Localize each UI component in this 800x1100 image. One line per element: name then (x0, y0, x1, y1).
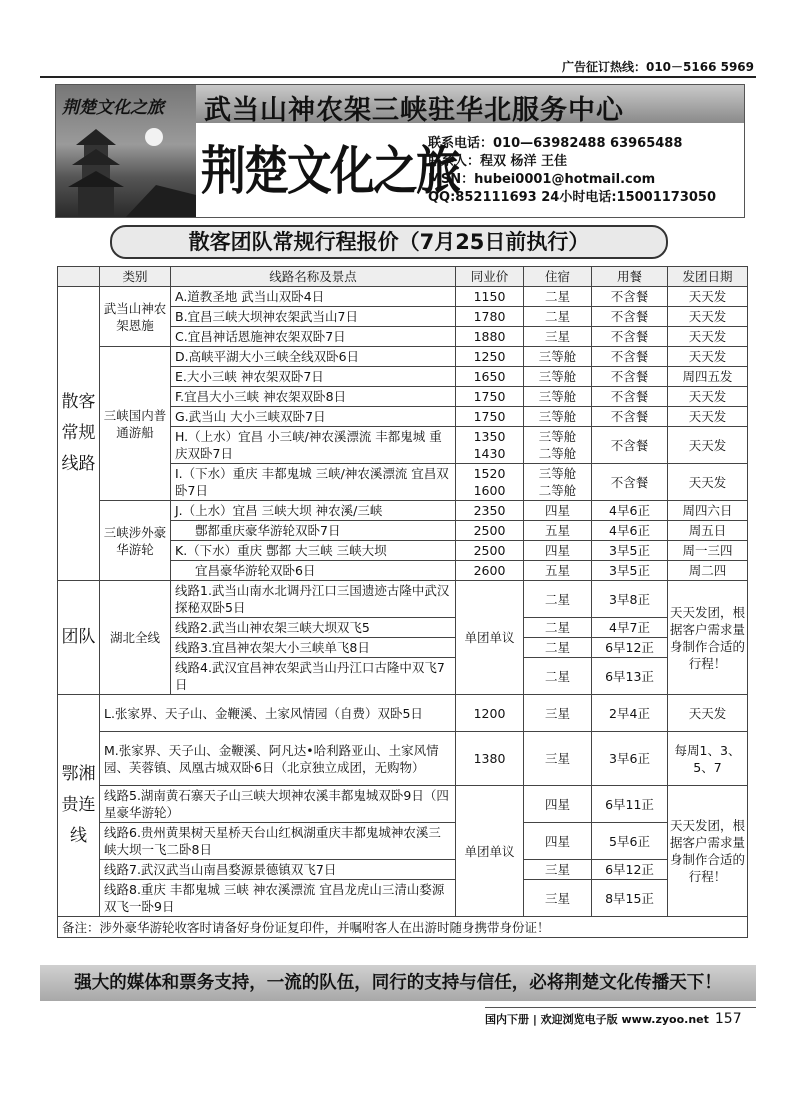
group-hubei: 湖北全线 (100, 581, 171, 695)
contact-person: 联系人：程双 杨洋 王佳 (428, 154, 568, 169)
note-row (58, 917, 748, 938)
price-value: 1600 (473, 483, 506, 498)
group-wudang: 武当山神农架恩施 (100, 287, 171, 347)
stay-cell: 三星 (524, 880, 592, 917)
top-divider (40, 76, 756, 78)
header-route: 线路名称及景点 (171, 267, 456, 287)
date-cell: 天天发 (668, 327, 748, 347)
price-cell: 1750 (456, 387, 524, 407)
date-cell: 天天发 (668, 464, 748, 501)
page-number: 157 (714, 1011, 742, 1027)
price-cell: 2600 (456, 561, 524, 581)
slogan-banner: 强大的媒体和票务支持，一流的队伍，同行的支持与信任，必将荆楚文化传播天下！ (40, 965, 756, 1001)
date-cell: 周四六日 (668, 501, 748, 521)
footer-text: 国内下册 | 欢迎浏览电子版 www.zyoo.net (485, 1013, 709, 1026)
price-value: 1430 (473, 446, 506, 461)
price-cell (456, 427, 524, 464)
stay-value: 二等舱 (538, 483, 577, 498)
photo-logo-text: 荆楚文化之旅 (62, 98, 164, 118)
date-cell: 天天发 (668, 287, 748, 307)
tuan-price-2: 单团单议 (456, 786, 524, 917)
price-cell: 1200 (456, 695, 524, 732)
table-row (58, 287, 748, 307)
meal-cell: 6早13正 (592, 658, 668, 695)
stay-value: 三等舱 (538, 466, 577, 481)
meal-cell: 不含餐 (592, 464, 668, 501)
price-cell: 1380 (456, 732, 524, 786)
stay-cell: 三星 (524, 860, 592, 880)
price-cell: 1650 (456, 367, 524, 387)
table-row (58, 880, 748, 917)
route-name: D.高峡平湖大小三峡全线双卧6日 (171, 347, 456, 367)
route-name: 线路7.武汉武当山南昌婺源景德镇双飞7日 (100, 860, 456, 880)
date-cell: 周二四 (668, 561, 748, 581)
table-row (58, 786, 748, 823)
table-row (58, 860, 748, 880)
price-cell: 2350 (456, 501, 524, 521)
price-cell: 1880 (456, 327, 524, 347)
group-sanxia-shewai: 三峡涉外豪华游轮 (100, 501, 171, 581)
route-name: 线路4.武汉宜昌神农架武当山丹江口古隆中双飞7日 (171, 658, 456, 695)
meal-cell: 不含餐 (592, 347, 668, 367)
meal-cell: 不含餐 (592, 327, 668, 347)
group-sanxia-guonei: 三峡国内普通游船 (100, 347, 171, 501)
stay-value: 二等舱 (538, 446, 577, 461)
meal-cell: 3早6正 (592, 732, 668, 786)
meal-cell: 不含餐 (592, 307, 668, 327)
price-cell (456, 464, 524, 501)
route-name: H.（上水）宜昌 小三峡/神农溪漂流 丰都鬼城 重庆双卧7日 (171, 427, 456, 464)
tuan-date-2: 天天发团，根据客户需求量身制作合适的行程！ (668, 786, 748, 917)
section-exianggui: 鄂湘贵连线 (58, 695, 100, 917)
contact-phone: 联系电话：010—63982488 63965488 (428, 136, 683, 151)
stay-cell: 三等舱 (524, 387, 592, 407)
stay-cell: 二星 (524, 658, 592, 695)
stay-cell: 三等舱 (524, 347, 592, 367)
contact-msn: MSN：hubei0001@hotmail.com (428, 172, 656, 187)
brand-logo: 荆楚文化之旅 (201, 141, 460, 202)
date-cell: 天天发 (668, 407, 748, 427)
header-blank (58, 267, 100, 287)
header-price: 同业价 (456, 267, 524, 287)
header-category: 类别 (100, 267, 171, 287)
stay-cell: 三星 (524, 695, 592, 732)
date-cell: 周四五发 (668, 367, 748, 387)
price-cell: 1780 (456, 307, 524, 327)
table-row (58, 501, 748, 521)
meal-cell: 6早12正 (592, 860, 668, 880)
stay-cell: 三等舱 (524, 407, 592, 427)
table-row (58, 823, 748, 860)
meal-cell: 3早5正 (592, 561, 668, 581)
meal-cell: 6早12正 (592, 638, 668, 658)
route-name: G.武当山 大小三峡双卧7日 (171, 407, 456, 427)
table-row (58, 695, 748, 732)
meal-cell: 4早7正 (592, 618, 668, 638)
meal-cell: 不含餐 (592, 367, 668, 387)
price-value: 1520 (473, 466, 506, 481)
tuan-date: 天天发团，根据客户需求量身制作合适的行程！ (668, 581, 748, 695)
route-name: F.宜昌大小三峡 神农架双卧8日 (171, 387, 456, 407)
tuan-price: 单团单议 (456, 581, 524, 695)
table-header-row (58, 267, 748, 287)
route-name: L.张家界、天子山、金鞭溪、土家风情园（自费）双卧5日 (100, 695, 456, 732)
contact-qq: QQ:852111693 24小时电话:15001173050 (428, 190, 717, 205)
stay-cell: 四星 (524, 786, 592, 823)
route-name: A.道教圣地 武当山双卧4日 (171, 287, 456, 307)
date-cell: 周一三四 (668, 541, 748, 561)
header-meal: 用餐 (592, 267, 668, 287)
route-name: I.（下水）重庆 丰都鬼城 三峡/神农溪漂流 宜昌双卧7日 (171, 464, 456, 501)
meal-cell: 不含餐 (592, 407, 668, 427)
service-center-title: 武当山神农架三峡驻华北服务中心 (204, 95, 624, 126)
route-name: C.宜昌神话恩施神农架双卧7日 (171, 327, 456, 347)
date-cell: 天天发 (668, 347, 748, 367)
date-cell: 天天发 (668, 427, 748, 464)
price-cell: 1750 (456, 407, 524, 427)
table-row (58, 347, 748, 367)
price-cell: 2500 (456, 521, 524, 541)
price-value: 1350 (473, 429, 506, 444)
meal-cell: 3早5正 (592, 541, 668, 561)
stay-cell: 二星 (524, 581, 592, 618)
meal-cell: 4早6正 (592, 521, 668, 541)
date-cell: 天天发 (668, 307, 748, 327)
stay-value: 三等舱 (538, 429, 577, 444)
header-banner (196, 85, 744, 126)
stay-cell: 四星 (524, 541, 592, 561)
route-name: 线路1.武当山南水北调丹江口三国遗迹古隆中武汉探秘双卧5日 (171, 581, 456, 618)
stay-cell: 五星 (524, 521, 592, 541)
stay-cell: 三星 (524, 327, 592, 347)
meal-cell: 2早4正 (592, 695, 668, 732)
price-list-title: 散客团队常规行程报价（7月25日前执行） (110, 225, 668, 259)
table-note: 备注：涉外豪华游轮收客时请备好身份证复印件，并嘱咐客人在出游时随身携带身份证！ (58, 917, 748, 938)
stay-cell: 四星 (524, 823, 592, 860)
route-name: E.大小三峡 神农架双卧7日 (171, 367, 456, 387)
meal-cell: 4早6正 (592, 501, 668, 521)
contact-info (428, 135, 716, 207)
route-name: 线路6.贵州黄果树天星桥天台山红枫湖重庆丰都鬼城神农溪三峡大坝一飞二卧8日 (100, 823, 456, 860)
route-name: M.张家界、天子山、金鞭溪、阿凡达•哈利路亚山、土家风情园、芙蓉镇、凤凰古城双卧6日（北京独立成团，无购物） (100, 732, 456, 786)
date-cell: 天天发 (668, 387, 748, 407)
date-cell: 天天发 (668, 695, 748, 732)
section-tuandui: 团队 (58, 581, 100, 695)
price-cell: 2500 (456, 541, 524, 561)
stay-cell: 三等舱 (524, 367, 592, 387)
advert-header (55, 84, 745, 218)
stay-cell: 三星 (524, 732, 592, 786)
ad-hotline: 广告征订热线：010－5166 5969 (561, 60, 754, 74)
stay-cell (524, 427, 592, 464)
route-name: 线路3.宜昌神农架大小三峡单飞8日 (171, 638, 456, 658)
stay-cell: 二星 (524, 638, 592, 658)
stay-cell (524, 464, 592, 501)
stay-cell: 二星 (524, 307, 592, 327)
meal-cell: 8早15正 (592, 880, 668, 917)
table-row (58, 732, 748, 786)
price-cell: 1150 (456, 287, 524, 307)
stay-cell: 五星 (524, 561, 592, 581)
route-name: 线路8.重庆 丰都鬼城 三峡 神农溪漂流 宜昌龙虎山三清山婺源双飞一卧9日 (100, 880, 456, 917)
table-row (58, 581, 748, 618)
meal-cell: 不含餐 (592, 387, 668, 407)
price-cell: 1250 (456, 347, 524, 367)
itinerary-table (57, 266, 748, 938)
route-name: 线路2.武当山神农架三峡大坝双飞5 (171, 618, 456, 638)
meal-cell: 5早6正 (592, 823, 668, 860)
stay-cell: 二星 (524, 618, 592, 638)
route-name: 鄷都重庆豪华游轮双卧7日 (171, 521, 456, 541)
footer-divider (485, 1007, 756, 1008)
route-name: K.（下水）重庆 鄷都 大三峡 三峡大坝 (171, 541, 456, 561)
section-sanke: 散客常规线路 (58, 287, 100, 581)
stay-cell: 四星 (524, 501, 592, 521)
date-cell: 周五日 (668, 521, 748, 541)
meal-cell: 3早8正 (592, 581, 668, 618)
header-stay: 住宿 (524, 267, 592, 287)
tower-photo (56, 85, 196, 217)
route-name: J.（上水）宜昌 三峡大坝 神农溪/三峡 (171, 501, 456, 521)
meal-cell: 不含餐 (592, 287, 668, 307)
stay-cell: 二星 (524, 287, 592, 307)
header-date: 发团日期 (668, 267, 748, 287)
route-name: 宜昌豪华游轮双卧6日 (171, 561, 456, 581)
route-name: B.宜昌三峡大坝神农架武当山7日 (171, 307, 456, 327)
page-footer (485, 1011, 742, 1027)
date-cell: 每周1、3、5、7 (668, 732, 748, 786)
meal-cell: 不含餐 (592, 427, 668, 464)
meal-cell: 6早11正 (592, 786, 668, 823)
route-name: 线路5.湖南黄石寨天子山三峡大坝神农溪丰都鬼城双卧9日（四星豪华游轮） (100, 786, 456, 823)
